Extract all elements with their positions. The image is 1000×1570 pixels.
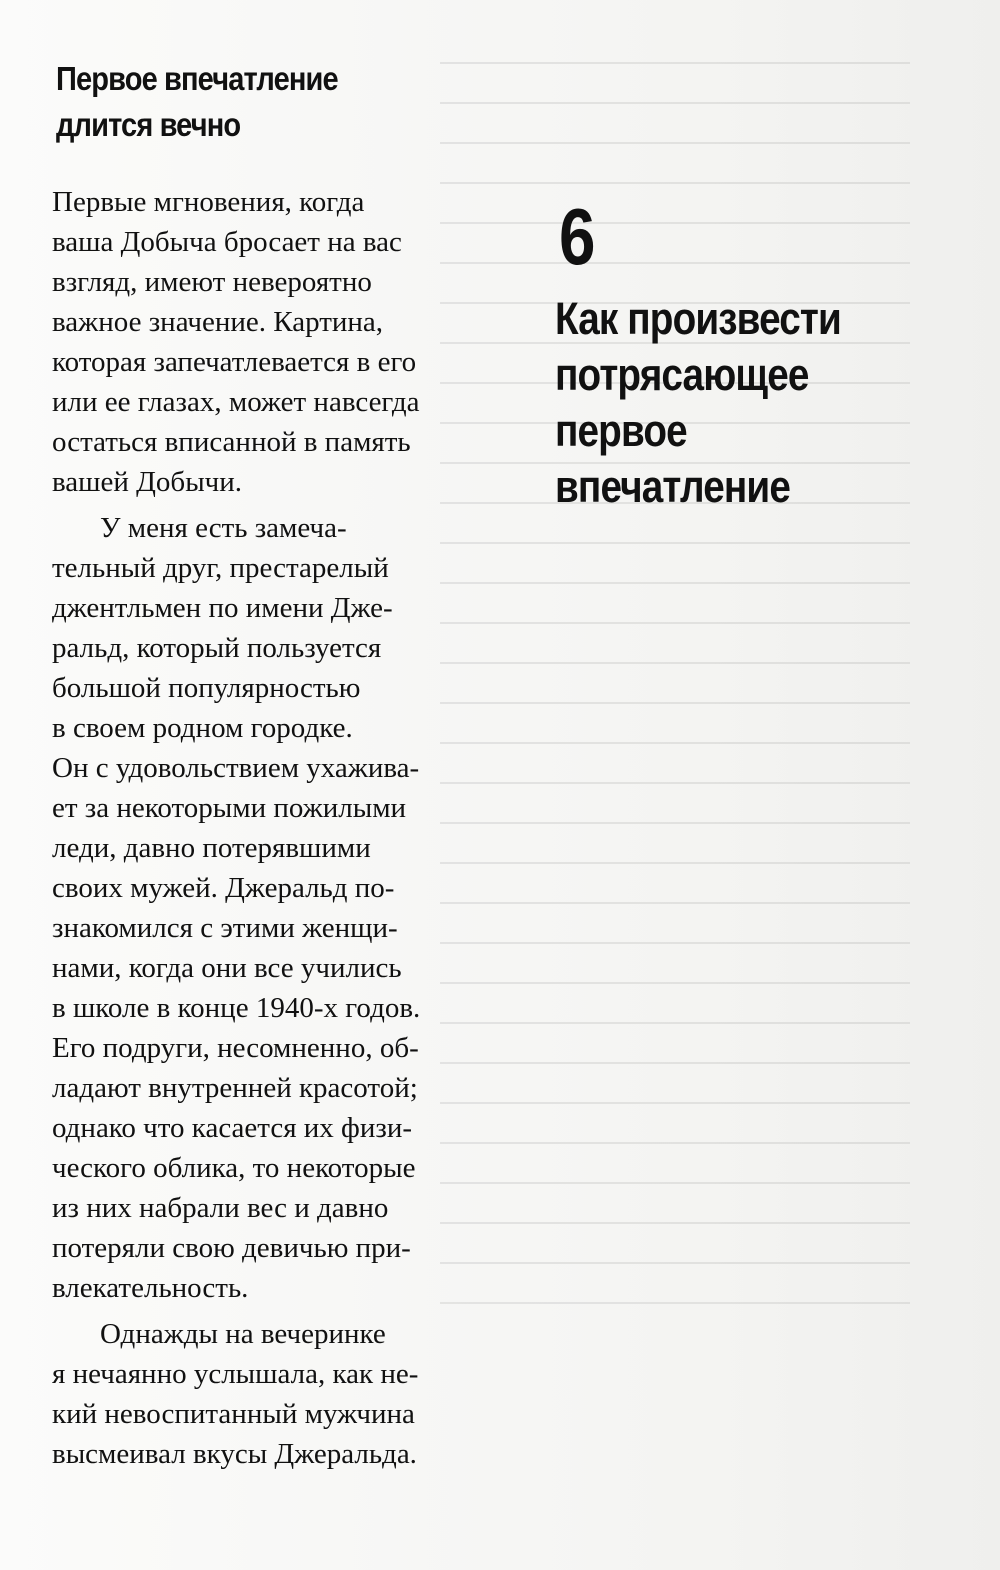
- left-column: [52, 56, 482, 1474]
- chapter-title-line: первое: [555, 405, 687, 456]
- chapter-number: 6: [559, 192, 596, 281]
- section-heading: Первое впечатление длится вечно: [56, 60, 338, 143]
- text-line: ваша Добыча бросает на вас: [52, 226, 402, 258]
- paragraph-3: [52, 1314, 482, 1474]
- text-line: остаться вписанной в память: [52, 426, 411, 458]
- text-line: Первые мгновения, когда: [52, 186, 365, 218]
- text-line: кий невоспитанный мужчина: [52, 1398, 415, 1430]
- text-line: Однажды на вечеринке: [100, 1318, 386, 1350]
- text-line: взгляд, имеют невероятно: [52, 266, 372, 298]
- chapter-title-line: Как произвести: [555, 293, 841, 344]
- text-line: Он с удовольствием ухажива-: [52, 752, 420, 784]
- chapter-title-line: потрясающее: [555, 349, 809, 400]
- text-line: тельный друг, престарелый: [52, 552, 389, 584]
- text-line: важное значение. Картина,: [52, 306, 384, 338]
- chapter-title-line: впечатление: [555, 461, 790, 512]
- text-line: ральд, который пользуется: [52, 632, 382, 664]
- text-line: знакомился с этими женщи-: [52, 912, 398, 944]
- text-line: леди, давно потерявшими: [52, 832, 371, 864]
- text-line: вашей Добычи.: [52, 466, 243, 498]
- chapter-title-block: [555, 193, 915, 515]
- text-line: высмеивал вкусы Джеральда.: [52, 1438, 417, 1470]
- text-line: которая запечатлевается в его: [52, 346, 417, 378]
- paragraph-1: [52, 182, 482, 502]
- text-line: джентльмен по имени Дже-: [52, 592, 393, 624]
- text-line: ладают внутренней красотой;: [52, 1072, 418, 1104]
- text-line: Его подруги, несомненно, об-: [52, 1032, 419, 1064]
- paragraph-2: [52, 508, 482, 1308]
- text-line: большой популярностью: [52, 672, 361, 704]
- text-line: ческого облика, то некоторые: [52, 1152, 416, 1184]
- text-line: потеряли свою девичью при-: [52, 1232, 411, 1264]
- text-line: или ее глазах, может навсегда: [52, 386, 420, 418]
- text-line: однако что касается их физи-: [52, 1112, 412, 1144]
- text-line: нами, когда они все учились: [52, 952, 402, 984]
- text-line: из них набрали вес и давно: [52, 1192, 389, 1224]
- chapter-title: [555, 291, 865, 515]
- text-line: своих мужей. Джеральд по-: [52, 872, 395, 904]
- text-line: я нечаянно услышала, как не-: [52, 1358, 419, 1390]
- text-line: в своем родном городке.: [52, 712, 353, 744]
- text-line: ет за некоторыми пожилыми: [52, 792, 407, 824]
- text-line: влекательность.: [52, 1272, 249, 1304]
- text-line: в школе в конце 1940-х годов.: [52, 992, 421, 1024]
- text-line: У меня есть замеча-: [100, 512, 347, 544]
